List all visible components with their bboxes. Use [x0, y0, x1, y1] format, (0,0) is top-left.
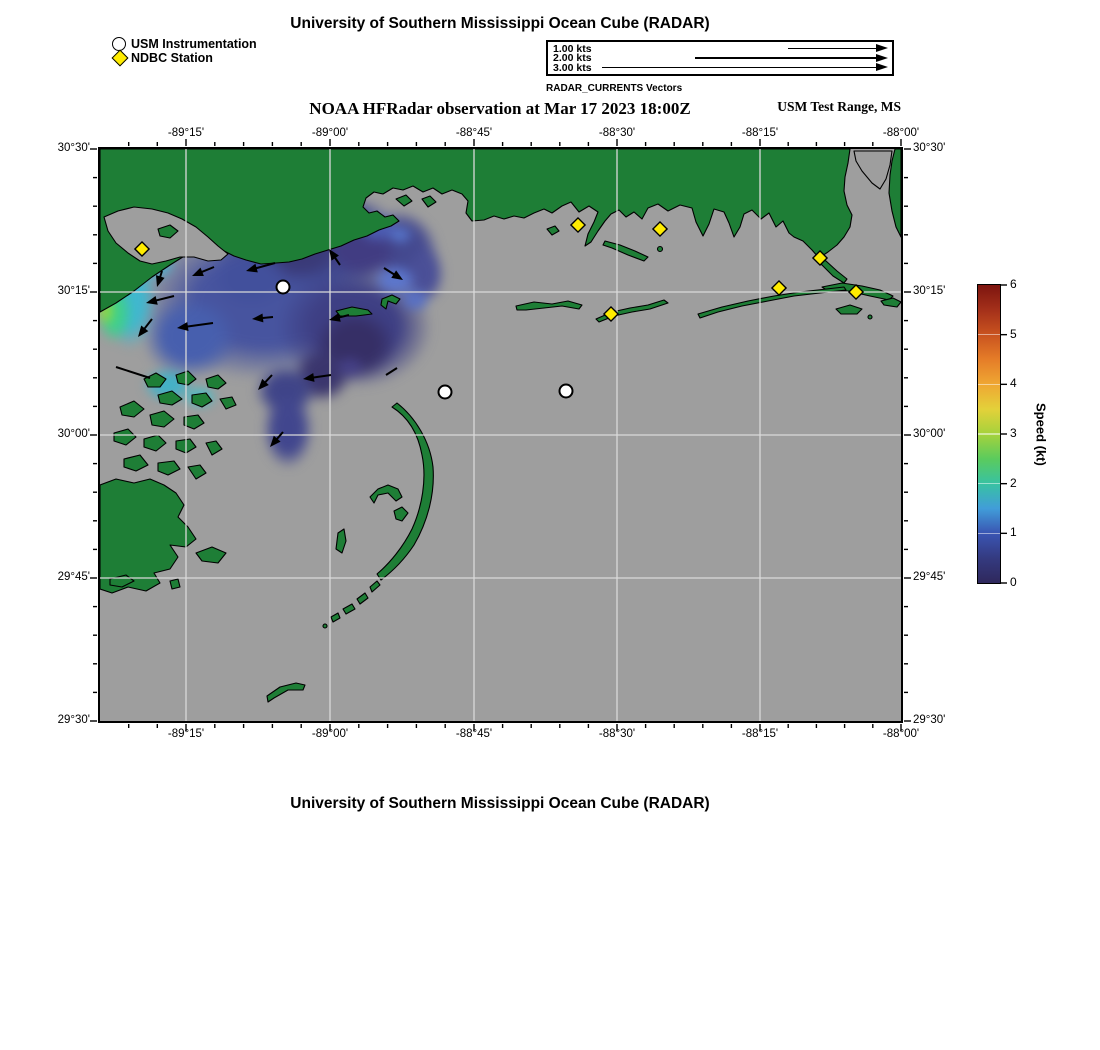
petit-bois-islets [836, 298, 901, 314]
vector-scale-arrowhead-icon [876, 54, 888, 62]
lat-tick-label: 29°45' [57, 571, 90, 583]
colorbar-gridline [978, 334, 1000, 336]
colorbar-tick-label: 2 [1010, 475, 1017, 490]
lat-tick-label: 29°30' [57, 714, 90, 726]
horn-island [596, 300, 668, 322]
lat-tick-label: 30°15' [57, 285, 90, 297]
lon-tick-label: -88°00' [882, 728, 920, 740]
lon-tick-label: -88°30' [598, 127, 636, 139]
vector-scale-arrowhead-icon [876, 44, 888, 52]
lon-tick-label: -88°30' [598, 728, 636, 740]
observation-subtitle: NOAA HFRadar observation at Mar 17 2023 18:00Z [309, 99, 691, 118]
barrier-strip-east [698, 287, 846, 318]
lat-tick-label: 30°30' [57, 142, 90, 154]
colorbar-tick-label: 4 [1010, 376, 1017, 391]
colorbar-tick-label: 5 [1010, 326, 1017, 341]
lat-tick-label: 30°00' [913, 428, 946, 440]
colorbar-tick-label: 6 [1010, 277, 1017, 291]
map-area [98, 147, 903, 723]
ndbc-legend-label: NDBC Station [131, 51, 213, 65]
vector-scale-arrowhead-icon [876, 63, 888, 71]
lon-tick-label: -89°15' [167, 127, 205, 139]
ndbc-station-icon [112, 50, 129, 67]
vector-scale-label: 2.00 kts [553, 52, 592, 64]
colorbar-gridline [978, 483, 1000, 485]
vector-scale-label: 1.00 kts [553, 42, 592, 55]
colorbar-tick-label: 0 [1010, 575, 1017, 589]
lon-tick-label: -88°45' [455, 728, 493, 740]
mainland-coast [100, 149, 852, 312]
colorbar-gridline [978, 533, 1000, 535]
vector-scale-label: 3.00 kts [553, 61, 592, 74]
south-strip [267, 683, 305, 702]
lon-tick-label: -88°00' [882, 127, 920, 139]
alabama-spit [815, 256, 847, 283]
coastline-land [100, 149, 901, 721]
chandeleur-chain [331, 581, 380, 622]
lon-tick-label: -88°45' [455, 127, 493, 139]
region-label: USM Test Range, MS [777, 99, 901, 114]
west-strip [336, 307, 372, 316]
lat-tick-label: 29°45' [913, 571, 946, 583]
lon-tick-label: -88°15' [741, 127, 779, 139]
colorbar-gridline [978, 384, 1000, 386]
lon-tick-label: -88°15' [741, 728, 779, 740]
vector-scale-shaft [788, 48, 877, 50]
lat-tick-label: 30°15' [913, 285, 946, 297]
cat-island [381, 295, 400, 309]
lon-tick-label: -89°15' [167, 728, 205, 740]
lon-tick-label: -89°00' [311, 728, 349, 740]
vector-scale-caption: RADAR_CURRENTS Vectors [546, 83, 683, 94]
ship-island [516, 301, 582, 310]
lat-tick-label: 30°00' [57, 428, 90, 440]
colorbar-tick-label: 3 [1010, 426, 1017, 440]
mid-islets [336, 485, 408, 553]
lat-tick-label: 30°30' [913, 142, 946, 154]
colorbar-title: Speed (kt) [1033, 402, 1049, 466]
footer-title: University of Southern Mississippi Ocean Cube (RADAR) [290, 795, 710, 812]
usm-legend-label: USM Instrumentation [131, 37, 257, 51]
marsh-islands [100, 371, 236, 593]
lat-tick-label: 29°30' [913, 714, 946, 726]
vector-scale-box [546, 40, 894, 76]
mobile-bay [854, 151, 892, 189]
bay-islets [396, 195, 436, 207]
page-title: University of Southern Mississippi Ocean Cube (RADAR) [290, 15, 710, 32]
vector-scale-shaft [602, 67, 877, 69]
colorbar-tick-label: 1 [1010, 525, 1017, 540]
vector-scale-shaft [695, 57, 877, 59]
lon-tick-label: -89°00' [311, 127, 349, 139]
